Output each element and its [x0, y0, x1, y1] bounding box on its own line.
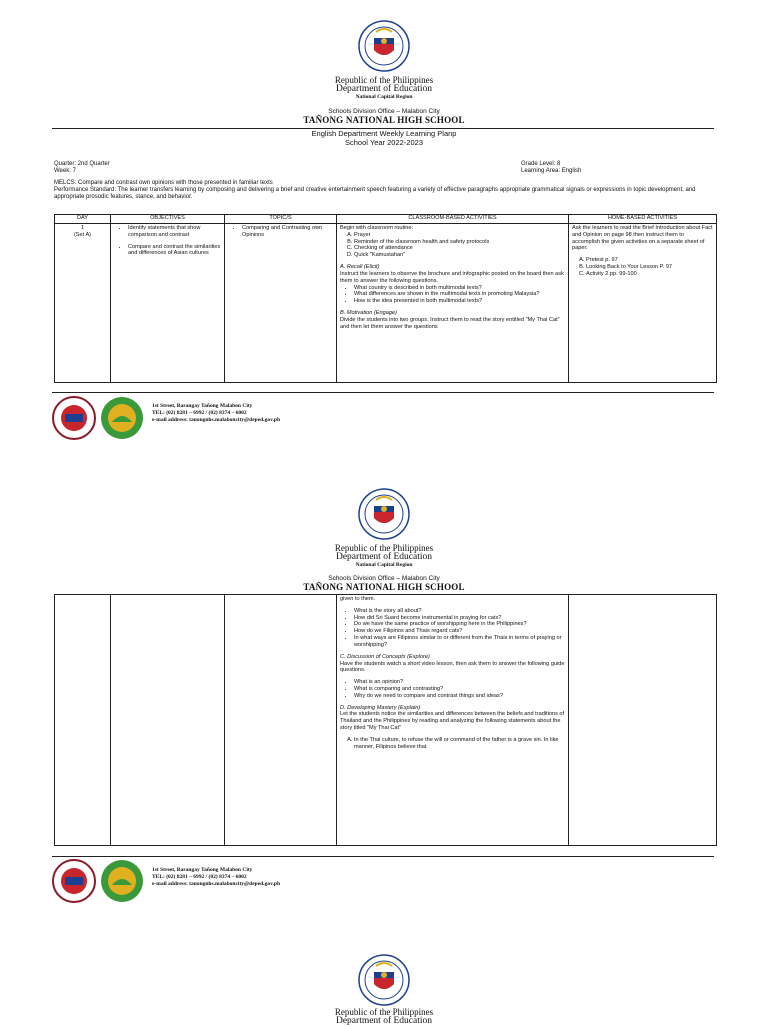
day-number: 1 [80, 225, 85, 231]
school-name: TAÑONG NATIONAL HIGH SCHOOL [303, 115, 465, 125]
republic-label: Republic of the Philippines [334, 543, 434, 553]
guide-question: • What is comparing and contrasting? [354, 686, 565, 693]
grade-level: Grade Level: 8 [521, 161, 561, 167]
home-cell [569, 595, 717, 846]
story-question: • How do we Filipinos and Thais regard cats? [354, 628, 565, 635]
school-block [0, 583, 768, 592]
mastery-text: Let the students notice the similarities and differences between the beliefs and traditions of Thailand and the Philippines by reading and analyzing the following statements about the story titled "My Thai Cat" [340, 711, 565, 731]
recall-heading: A. Recall (Elicit) [340, 264, 380, 271]
topics-cell [225, 595, 337, 846]
mastery-heading: D. Developing Mastery (Explain) [340, 704, 421, 711]
discussion-text: Have the students watch a short video lesson, then ask them to answer the following guide questions. [340, 660, 565, 674]
footer-email: e-mail address: tanongnhs.malaboncity@deped.gov.ph [152, 880, 281, 887]
routine-item: D. Quick "Kamustahan" [354, 252, 565, 259]
classroom-cell [337, 224, 569, 383]
letterhead [0, 76, 768, 101]
footer-address: 1st Street, Barangay Tañong Malabon City [152, 867, 253, 873]
story-question: • In what ways are Filipinos similar to or different from the Thais in terms of praying or worshipping? [354, 635, 565, 649]
letterhead [0, 544, 768, 569]
meta-standards [54, 180, 714, 201]
school-year: School Year 2022-2023 [345, 138, 423, 147]
home-item: A. Pretest p. 97 [586, 257, 713, 264]
region-label: National Capital Region [355, 94, 413, 101]
topics-cell [225, 224, 337, 383]
recall-text: Instruct the learners to observe the brochure and infographic posted on the board then ask them to answer the following questions. [340, 270, 564, 284]
performance-standard: Performance Standard: The learner transfers learning by composing and delivering a brief and creative entertainment speech featuring a variety of effective paragraphs appropriate grammatical signals or expressions in topic development, and appropriate prosodic features, stance, and behavior. [54, 187, 696, 201]
day-cell [55, 595, 111, 846]
school-name: TAÑONG NATIONAL HIGH SCHOOL [303, 582, 465, 592]
deped-seal-icon [358, 488, 410, 540]
objectives-cell [111, 224, 225, 383]
routine-item: A. Prayer [354, 232, 565, 239]
department-label: Department of Education [335, 84, 433, 95]
col-header-home: HOME-BASED ACTIVITIES [569, 215, 717, 224]
deped-seal-icon [358, 20, 410, 72]
col-header-day: DAY [55, 215, 111, 224]
home-item: C. Activity 2 pp. 99-100 [586, 271, 713, 278]
topic-item: • Comparing and Contrasting own Opinions [242, 225, 333, 239]
footer-contact [152, 403, 280, 424]
footer-email: e-mail address: tanongnhs.malaboncity@deped.gov.ph [152, 416, 281, 423]
discussion-heading: C. Discussion of Concepts (Explore) [340, 653, 430, 660]
home-text: Ask the learners to read the Brief Introduction about Fact and Opinion on page 98 then instruct them to accomplish the given activities on a separate sheet of paper. [572, 225, 713, 252]
col-header-classroom: CLASSROOM-BASED ACTIVITIES [337, 215, 569, 224]
objective-item: • Compare and contrast the similarities and differences of Asian cultures [128, 244, 221, 258]
department-label: Department of Education [335, 1016, 433, 1027]
melcs: MELCS: Compare and contrast own opinions with those presented in familiar texts [54, 180, 273, 186]
letterhead [0, 1008, 768, 1027]
school-logos-icon [52, 858, 148, 904]
deped-seal-icon [358, 954, 410, 1006]
meta-right [521, 161, 701, 175]
story-question: • Do we have the same practice of worshipping here in the Philippines? [354, 621, 565, 628]
footer-contact [152, 867, 280, 888]
footer-divider [52, 856, 714, 857]
recall-question: • What differences are shown in the multimodal texts in promoting Malaysia? [354, 291, 565, 298]
republic-label: Republic of the Philippines [334, 1007, 434, 1017]
republic-label: Republic of the Philippines [334, 75, 434, 85]
routine-item: C. Checking of attendance [354, 245, 565, 252]
region-label: National Capital Region [355, 562, 413, 569]
footer-tel: TEL: (02) 8281 – 6992 / (02) 8374 – 6002 [152, 873, 247, 880]
footer-divider [52, 392, 714, 393]
meta-left [54, 161, 354, 175]
story-question: • What is the story all about? [354, 608, 565, 615]
col-header-objectives: OBJECTIVES [111, 215, 225, 224]
school-logos-icon [52, 395, 148, 441]
mastery-item: A. In the Thai culture, to refuse the will or command of the father is a grave sin. In like manner, Filipinos believe that [354, 737, 565, 751]
routine-item: B. Reminder of the classroom health and safety protocols [354, 239, 565, 246]
day-set: (Set A) [73, 231, 92, 238]
motivation-heading: B. Motivation (Engage) [340, 309, 397, 316]
classroom-intro: Begin with classroom routine: [340, 225, 414, 231]
page-1 [0, 0, 768, 423]
recall-question: • What country is described in both multimodal texts? [354, 285, 565, 292]
home-cell [569, 224, 717, 383]
plan-title-block [0, 129, 768, 147]
footer-tel: TEL: (02) 8281 – 6992 / (02) 8374 – 6002 [152, 409, 247, 416]
guide-question: • What is an opinion? [354, 679, 565, 686]
lesson-table [54, 214, 717, 383]
division-label: Schools Division Office – Malabon City [328, 575, 440, 582]
footer-address: 1st Street, Barangay Tañong Malabon City [152, 403, 253, 409]
page-3 [0, 934, 768, 1027]
objective-item: • Identify statements that show comparison and contrast [128, 225, 221, 239]
col-header-topics: TOPIC/S [225, 215, 337, 224]
school-block [0, 116, 768, 125]
continued-text: given to them. [340, 596, 376, 602]
classroom-cell [337, 595, 569, 846]
page-2 [0, 468, 768, 888]
day-cell [55, 224, 111, 383]
week: Week: 7 [54, 168, 76, 175]
recall-question: • How is the idea presented in both multimodal texts? [354, 298, 565, 305]
motivation-text: Divide the students into two groups. Instruct them to read the story entitled "My Thai Cat" and then let them answer the questions [340, 316, 560, 330]
learning-area: Learning Area: English [521, 168, 582, 175]
department-label: Department of Education [335, 552, 433, 563]
lesson-table-continued [54, 594, 717, 846]
story-question: • How did Sri Suard become instrumental in praying for cats? [354, 615, 565, 622]
home-item: B. Looking Back to Your Lesson P. 97 [586, 264, 713, 271]
quarter: Quarter: 2nd Quarter [54, 161, 110, 167]
plan-title: English Department Weekly Learning Planp [311, 129, 457, 138]
division-label: Schools Division Office – Malabon City [328, 108, 440, 115]
guide-question: • Why do we need to compare and contrast things and ideas? [354, 693, 565, 700]
objectives-cell [111, 595, 225, 846]
